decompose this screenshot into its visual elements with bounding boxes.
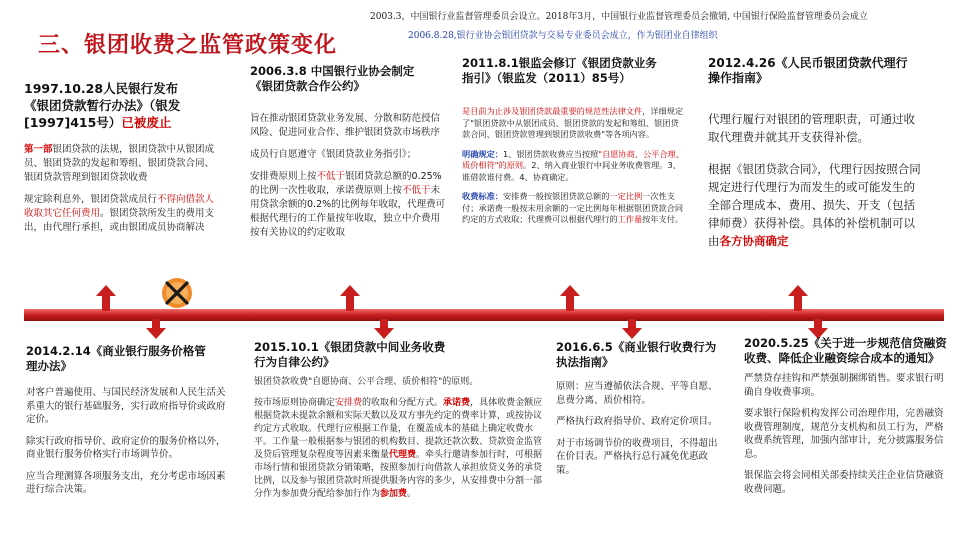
event-2006-text2: 成员行自愿遵守《银团贷款业务指引》；	[250, 149, 417, 160]
event-2015-text2e: 。	[407, 489, 417, 499]
note-cbrc: 2003.3，中国银行业监督管理委员会设立。2018年3月，中国银行业监督管理委员会撤销, 中国银行保险监督管理委员会成立	[370, 12, 868, 22]
not-lower-highlight-2: 不低于	[402, 185, 431, 196]
event-2015-body	[254, 376, 550, 501]
event-1997-doc: 《银团贷款暂行办法》（银发[1997]415号）	[24, 98, 181, 130]
event-2016-body	[556, 380, 722, 477]
event-1997-date: 1997.10.28人民银行发布	[24, 81, 179, 96]
abolished-cross-icon	[160, 276, 194, 310]
event-2011-text2b: 。2、纳入商业银行中间业务收费管理。3、谁借款谁付费。4、协商确定。	[462, 160, 681, 182]
agency-fee-highlight: 代理费	[389, 450, 417, 460]
event-1997-body	[24, 143, 216, 235]
most-important-highlight: 是目前为止涉及银团贷款最重要的规范性法律文件	[462, 106, 643, 116]
event-2011-text3a: 安排费一般按银团贷款总额的	[502, 191, 610, 201]
event-2006-text3a: 安排费原则上按	[250, 171, 317, 182]
event-2012-text1: 代理行履行对银团的管理职责，可通过收取代理费并就其开支获得补偿。	[708, 112, 915, 144]
event-2011-text3b: 一次性支付；承诺费一般按未用余额的一定比例每年根据银团贷款合同约定的方式收取；代理费可以根据代理行的	[462, 191, 684, 224]
event-2015-text2c: ，具体收费金额应根据贷款未提款余额和实际天数以及双方事先约定的费率计算，或按协议约定方式收取。代理行应根据工作量，在覆盖成本的基础上确定收费水平。工作量一般根据参与银团的机构数目、提款还款次数、贷款资金监管及贷后管理复杂程度等因素来衡量	[254, 398, 543, 460]
event-2011-head: 2011.8.1银监会修订《银团贷款业务指引》（银监发（2011）85号）	[462, 56, 657, 85]
ratio-highlight: 一定比例	[609, 191, 643, 201]
event-2015-head: 2015.10.1《银团贷款中间业务收费行为自律公约》	[254, 340, 446, 369]
participation-fee-highlight: 参加费	[380, 489, 408, 499]
event-2014-text1: 对客户普遍使用、与国民经济发展和人民生活关系重大的银行基础服务，实行政府指导价或政府定价。	[26, 387, 226, 425]
event-2006-body	[250, 112, 446, 240]
arrangement-fee-highlight: 安排费	[335, 398, 363, 408]
event-2016-text2: 严格执行政府指导价、政府定价项目。	[556, 416, 718, 427]
not-lower-highlight-1: 不低于	[316, 171, 346, 182]
arrow-down-2016	[622, 319, 642, 339]
event-2011-text2a: 1、银团贷款收费应当按照	[502, 148, 599, 159]
arrow-up-1997	[96, 285, 116, 311]
event-2015-text2d: 。牵头行邀请参加行时，可根据市场行情和银团贷款分销策略，按照参加行向借款人承担放贷义务的承贷比例，以及参与银团贷款时所提供服务内容的多少，从安排费中分割一部分作为参加费分配给参加行作为	[254, 450, 543, 499]
event-2011-text1: ，详细规定了"银团贷款中从银团成员、银团贷款的发起和筹组、银团贷款合同、银团贷款管理到银团贷款收费"等各项内容。	[462, 106, 684, 139]
event-2011-text3c: 按年支付。	[642, 214, 684, 224]
event-2016	[556, 340, 726, 485]
arrow-up-2006	[340, 285, 360, 311]
event-2020-text1: 严禁贷存挂钩和严禁强制捆绑销售。要求银行明确自身收费事项。	[744, 373, 944, 398]
event-2012-head: 2012.4.26《人民币银团贷款代理行操作指南》	[708, 56, 908, 85]
arrow-down-2014	[146, 319, 166, 339]
note-association: 2006.8.28,银行业协会银团贷款与交易专业委员会成立，作为银团业自律组织	[408, 31, 718, 41]
event-2011-body	[462, 106, 684, 226]
event-2016-text3: 对于市场调节价的收费项目，不得超出在价目表。严格执行总行减免优惠政策。	[556, 437, 718, 476]
commitment-fee-highlight: 承诺费	[443, 398, 471, 408]
event-2015-text2b: 的收取和分配方式。	[362, 398, 444, 408]
page-title: 三、银团收费之监管政策变化	[38, 33, 338, 58]
negotiate-highlight: 各方协商确定	[719, 234, 789, 248]
event-2012	[708, 56, 923, 258]
first-regulation-highlight: 第一部	[24, 144, 53, 155]
event-2014-body	[26, 386, 226, 497]
event-2020-head: 2020.5.25《关于进一步规范信贷融资收费、降低企业融资综合成本的通知》	[744, 336, 947, 365]
event-2015-text2a: 按市场原则协商确定	[254, 398, 336, 408]
event-2016-text1: 原则：应当遵循依法合规、平等自愿、息费分离、质价相符。	[556, 381, 718, 406]
event-1997	[24, 80, 224, 243]
event-1997-text1: 银团贷款的法规，银团贷款中从银团成员、银团贷款的发起和筹组、银团贷款合同、银团贷款管理到银团贷款收费	[24, 144, 215, 183]
event-1997-text2b: 。银团贷款所发生的费用支出，由代理行承担，或由银团成员协商解决	[24, 208, 215, 233]
event-2014-text2: 除实行政府指导价、政府定价的服务价格以外，商业银行服务价格实行市场调节价。	[26, 435, 226, 460]
event-1997-text2a: 规定除利息外，银团贷款成员行	[24, 194, 158, 205]
event-2020	[744, 336, 954, 504]
principle-highlight: "自愿协商、公平合理、质价相符"的原则	[462, 148, 684, 170]
event-2014-head: 2014.2.14《商业银行服务价格管理办法》	[26, 344, 206, 373]
event-2014	[26, 344, 226, 505]
arrow-down-2015	[374, 319, 394, 339]
event-2020-text3: 银保监会将会同相关部委持续关注企业信贷融资收费问题。	[744, 470, 944, 495]
event-2015-text1: 银团贷款收费"自愿协商、公平合理、质价相符"的原则。	[254, 377, 479, 387]
event-2006	[250, 64, 450, 248]
event-2006-text1: 旨在推动银团贷款业务发展、分散和防范授信风险、促进同业合作、维护银团贷款市场秩序	[250, 113, 441, 138]
event-2011	[462, 56, 682, 234]
event-2006-date: 2006.3.8 中国银行业协会制定	[250, 64, 415, 78]
workload-highlight: 工作量	[617, 214, 643, 224]
event-2015	[254, 340, 554, 509]
event-2020-text2: 要求银行保险机构发挥公司治理作用，完善融资收费管理制度，规范分支机构和员工行为，严格收费系统管理，加强内部审计，充分披露服务信息。	[744, 408, 944, 460]
event-1997-status: 已被废止	[121, 115, 172, 130]
clear-rules-label: 明确规定：	[462, 148, 503, 159]
arrow-up-2012	[788, 285, 808, 311]
event-2006-text3c: 未用贷款余额的0.2%的比例每年收取，代理费可根据代理行的工作量按年收取，独立中介费用按有关协议的约定收取	[250, 185, 446, 238]
arrow-up-2011	[560, 285, 580, 311]
event-2012-text2: 根据《银团贷款合同》，代理行因按照合同规定进行代理行为而发生的或可能发生的全部合理成本、费用、损失、开支（包括律师费）获得补偿。具体的补偿机制可以由	[708, 162, 921, 248]
event-2012-body	[708, 110, 922, 250]
event-2020-body	[744, 372, 952, 496]
event-2006-text3b: 银团贷款总额的0.25%的比例一次性收取，承诺费原则上按	[250, 171, 442, 196]
event-2016-head: 2016.6.5《商业银行收费行为执法指南》	[556, 340, 717, 369]
no-other-fees-highlight: 不得向借款人收取其它任何费用	[24, 194, 215, 219]
fee-standard-label: 收费标准：	[462, 191, 503, 201]
event-2014-text3: 应当合理测算各项服务支出，充分考虑市场因素进行综合决策。	[26, 470, 226, 495]
event-2006-doc: 《银团贷款合作公约》	[250, 79, 365, 93]
